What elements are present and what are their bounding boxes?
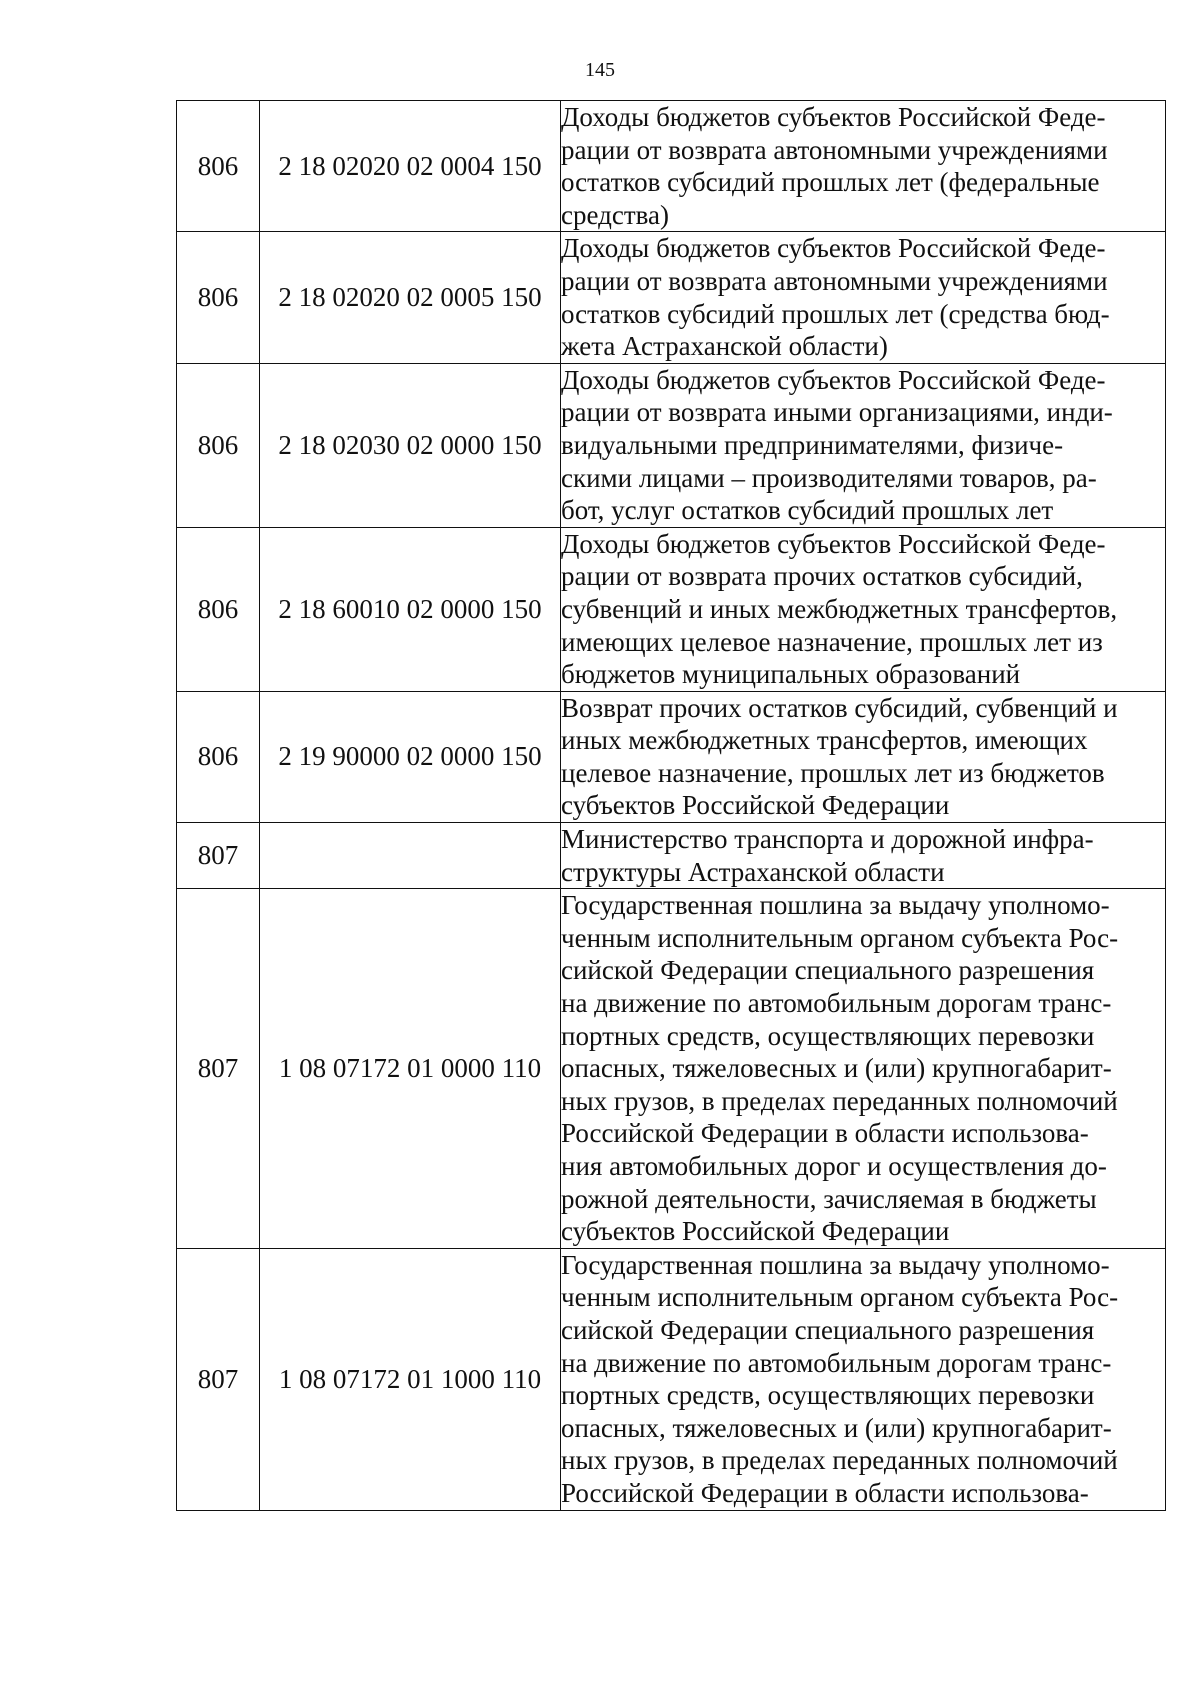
- administrator-code-cell: 806: [177, 527, 260, 691]
- description-line: Российской Федерации в области использова-: [561, 1477, 1089, 1508]
- administrator-code-cell: 807: [177, 889, 260, 1249]
- description-line: видуальными предпринимателями, физиче-: [561, 429, 1064, 460]
- income-description-cell: [561, 691, 1166, 822]
- description-line: остатков субсидий прошлых лет (средства бюд-: [561, 298, 1110, 329]
- table-row: [177, 1248, 1166, 1510]
- administrator-code-cell: 806: [177, 363, 260, 527]
- income-description-cell: [561, 101, 1166, 232]
- description-line: Государственная пошлина за выдачу уполномо-: [561, 1249, 1110, 1280]
- description-line: Доходы бюджетов субъектов Российской Феде-: [561, 364, 1106, 395]
- budget-classification-code-cell: 1 08 07172 01 0000 110: [260, 889, 561, 1249]
- description-line: Российской Федерации в области использова-: [561, 1118, 1089, 1149]
- description-line: рации от возврата прочих остатков субсидий,: [561, 561, 1083, 592]
- description-line: Возврат прочих остатков субсидий, субвенций и: [561, 692, 1118, 723]
- description-line: портных средств, осуществляющих перевозки: [561, 1380, 1095, 1411]
- description-line: структуры Астраханской области: [561, 856, 945, 887]
- table-row: [177, 889, 1166, 1249]
- budget-classification-code-cell: 2 18 02030 02 0000 150: [260, 363, 561, 527]
- administrator-code-cell: 807: [177, 823, 260, 889]
- description-line: субъектов Российской Федерации: [561, 1216, 950, 1247]
- description-line: субъектов Российской Федерации: [561, 790, 950, 821]
- description-line: Доходы бюджетов субъектов Российской Феде-: [561, 233, 1106, 264]
- description-line: сийской Федерации специального разрешения: [561, 1314, 1095, 1345]
- table-row: [177, 232, 1166, 363]
- description-line: скими лицами – производителями товаров, ра-: [561, 462, 1097, 493]
- description-line: рации от возврата автономными учреждениями: [561, 134, 1108, 165]
- description-line: Доходы бюджетов субъектов Российской Феде-: [561, 102, 1106, 132]
- table-body: [177, 101, 1166, 1511]
- table-row: [177, 363, 1166, 527]
- budget-classification-code-cell: 2 19 90000 02 0000 150: [260, 691, 561, 822]
- income-description-cell: [561, 527, 1166, 691]
- description-line: на движение по автомобильным дорогам транс-: [561, 1347, 1112, 1378]
- income-description-cell: [561, 823, 1166, 889]
- description-line: жета Астраханской области): [561, 331, 888, 362]
- budget-classification-code-cell: [260, 823, 561, 889]
- page-number: 145: [585, 59, 615, 81]
- table-row: [177, 101, 1166, 232]
- description-line: ченным исполнительным органом субъекта Рос-: [561, 1282, 1119, 1313]
- description-line: бюджетов муниципальных образований: [561, 659, 1021, 690]
- budget-classification-code-cell: 2 18 02020 02 0004 150: [260, 101, 561, 232]
- table-row: [177, 691, 1166, 822]
- description-line: портных средств, осуществляющих перевозки: [561, 1020, 1095, 1051]
- budget-classification-code-cell: 1 08 07172 01 1000 110: [260, 1248, 561, 1510]
- income-codes-table: [176, 100, 1166, 1511]
- description-line: сийской Федерации специального разрешения: [561, 955, 1095, 986]
- description-line: целевое назначение, прошлых лет из бюджетов: [561, 757, 1105, 788]
- budget-classification-code-cell: 2 18 02020 02 0005 150: [260, 232, 561, 363]
- description-line: остатков субсидий прошлых лет (федеральные: [561, 167, 1100, 198]
- description-line: субвенций и иных межбюджетных трансфертов,: [561, 593, 1118, 624]
- description-line: опасных, тяжеловесных и (или) крупногабарит-: [561, 1412, 1112, 1443]
- description-line: ченным исполнительным органом субъекта Рос-: [561, 922, 1119, 953]
- description-line: средства): [561, 199, 669, 230]
- income-description-cell: [561, 363, 1166, 527]
- administrator-code-cell: 806: [177, 101, 260, 232]
- description-line: Доходы бюджетов субъектов Российской Феде-: [561, 528, 1106, 559]
- administrator-code-cell: 806: [177, 691, 260, 822]
- description-line: на движение по автомобильным дорогам транс-: [561, 988, 1112, 1019]
- description-line: Министерство транспорта и дорожной инфра-: [561, 824, 1094, 855]
- administrator-code-cell: 806: [177, 232, 260, 363]
- description-line: ных грузов, в пределах переданных полномочий: [561, 1445, 1118, 1476]
- description-line: рации от возврата автономными учреждениями: [561, 265, 1108, 296]
- description-line: рожной деятельности, зачисляемая в бюджеты: [561, 1183, 1097, 1214]
- description-line: опасных, тяжеловесных и (или) крупногабарит-: [561, 1053, 1112, 1084]
- income-description-cell: [561, 1248, 1166, 1510]
- description-line: имеющих целевое назначение, прошлых лет из: [561, 626, 1103, 657]
- description-line: ных грузов, в пределах переданных полномочий: [561, 1085, 1118, 1116]
- administrator-code-cell: 807: [177, 1248, 260, 1510]
- description-line: Государственная пошлина за выдачу уполномо-: [561, 890, 1110, 921]
- description-line: ния автомобильных дорог и осуществления до-: [561, 1151, 1107, 1181]
- table-row: [177, 527, 1166, 691]
- description-line: рации от возврата иными организациями, инди-: [561, 397, 1113, 428]
- description-line: иных межбюджетных трансфертов, имеющих: [561, 725, 1088, 756]
- income-description-cell: [561, 232, 1166, 363]
- income-description-cell: [561, 889, 1166, 1249]
- budget-classification-code-cell: 2 18 60010 02 0000 150: [260, 527, 561, 691]
- description-line: бот, услуг остатков субсидий прошлых лет: [561, 495, 1054, 526]
- table-row: [177, 823, 1166, 889]
